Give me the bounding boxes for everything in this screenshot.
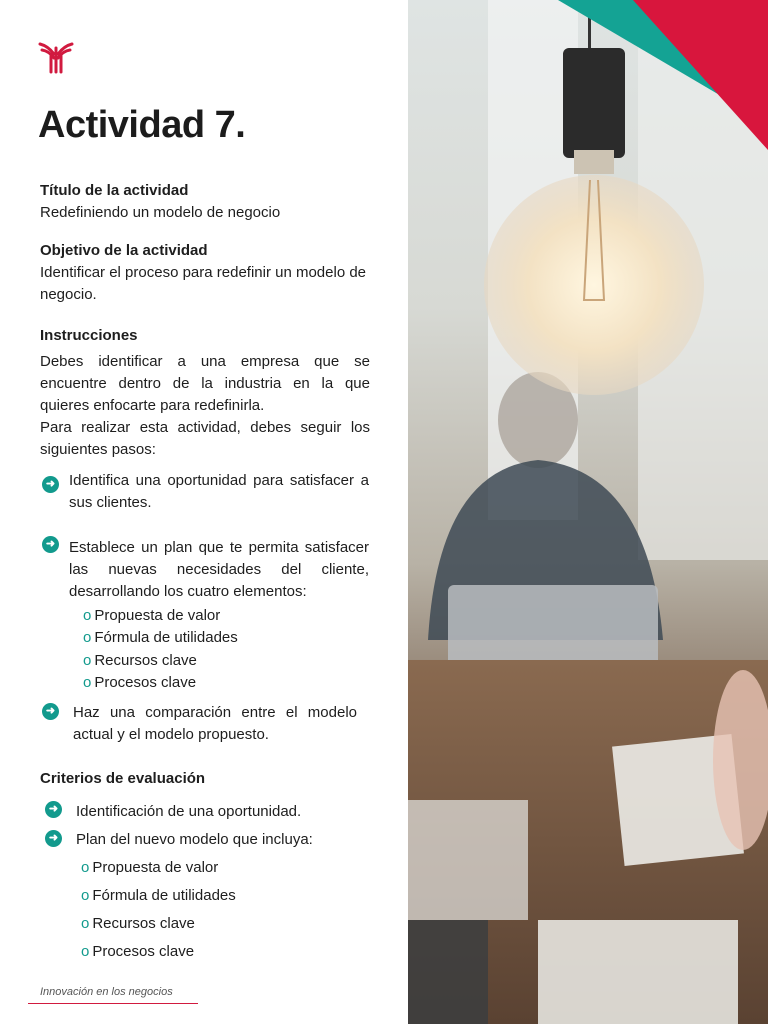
objetivo-label: Objetivo de la actividad bbox=[40, 242, 208, 259]
step-1: Identifica una oportunidad para satisfacer a sus clientes. bbox=[69, 472, 369, 511]
footer-rule bbox=[28, 1003, 198, 1004]
element-item: o Fórmula de utilidades bbox=[83, 629, 238, 646]
footer-text: Innovación en los negocios bbox=[40, 986, 173, 998]
element-item: o Procesos clave bbox=[83, 674, 197, 691]
step-3: Haz una comparación entre el modelo actual y el modelo propuesto. bbox=[73, 704, 357, 743]
criterio-sub-item: o Fórmula de utilidades bbox=[81, 887, 236, 904]
objetivo-section bbox=[40, 240, 370, 306]
instrucciones-p1: Debes identificar a una empresa que se encuentre dentro de la industria en la que quieres enfocarte para redefinirla. bbox=[40, 353, 370, 414]
criterio-2: Plan del nuevo modelo que incluya: bbox=[76, 831, 313, 848]
criterio-sub-item: o Procesos clave bbox=[81, 943, 195, 960]
element-item: o Propuesta de valor bbox=[83, 607, 221, 624]
arrow-right-icon: ➜ bbox=[42, 703, 59, 720]
photo-illustration bbox=[408, 0, 768, 1024]
arrow-right-icon: ➜ bbox=[42, 476, 59, 493]
arrow-right-icon: ➜ bbox=[42, 536, 59, 553]
instrucciones-label: Instrucciones bbox=[40, 327, 138, 344]
titulo-section bbox=[40, 180, 370, 224]
instrucciones-section bbox=[40, 325, 370, 461]
criterio-1: Identificación de una oportunidad. bbox=[76, 803, 302, 820]
criterio-sub-item: o Propuesta de valor bbox=[81, 859, 219, 876]
cover-photo bbox=[408, 0, 768, 1024]
criterios-label: Criterios de evaluación bbox=[40, 770, 206, 787]
brand-logo-icon bbox=[38, 38, 74, 74]
arrow-right-icon: ➜ bbox=[45, 830, 62, 847]
criterio-sub-item: o Recursos clave bbox=[81, 915, 195, 932]
titulo-label: Título de la actividad bbox=[40, 182, 189, 199]
objetivo-value: Identificar el proceso para redefinir un modelo de negocio. bbox=[40, 264, 367, 303]
page-title: Actividad 7. bbox=[38, 104, 246, 146]
titulo-value: Redefiniendo un modelo de negocio bbox=[40, 204, 281, 221]
instrucciones-p2: Para realizar esta actividad, debes seguir los siguientes pasos: bbox=[40, 419, 370, 458]
step-2: Establece un plan que te permita satisfacer las nuevas necesidades del cliente, desarrollando los cuatro elementos: bbox=[69, 539, 369, 600]
arrow-right-icon: ➜ bbox=[45, 801, 62, 818]
element-item: o Recursos clave bbox=[83, 652, 197, 669]
